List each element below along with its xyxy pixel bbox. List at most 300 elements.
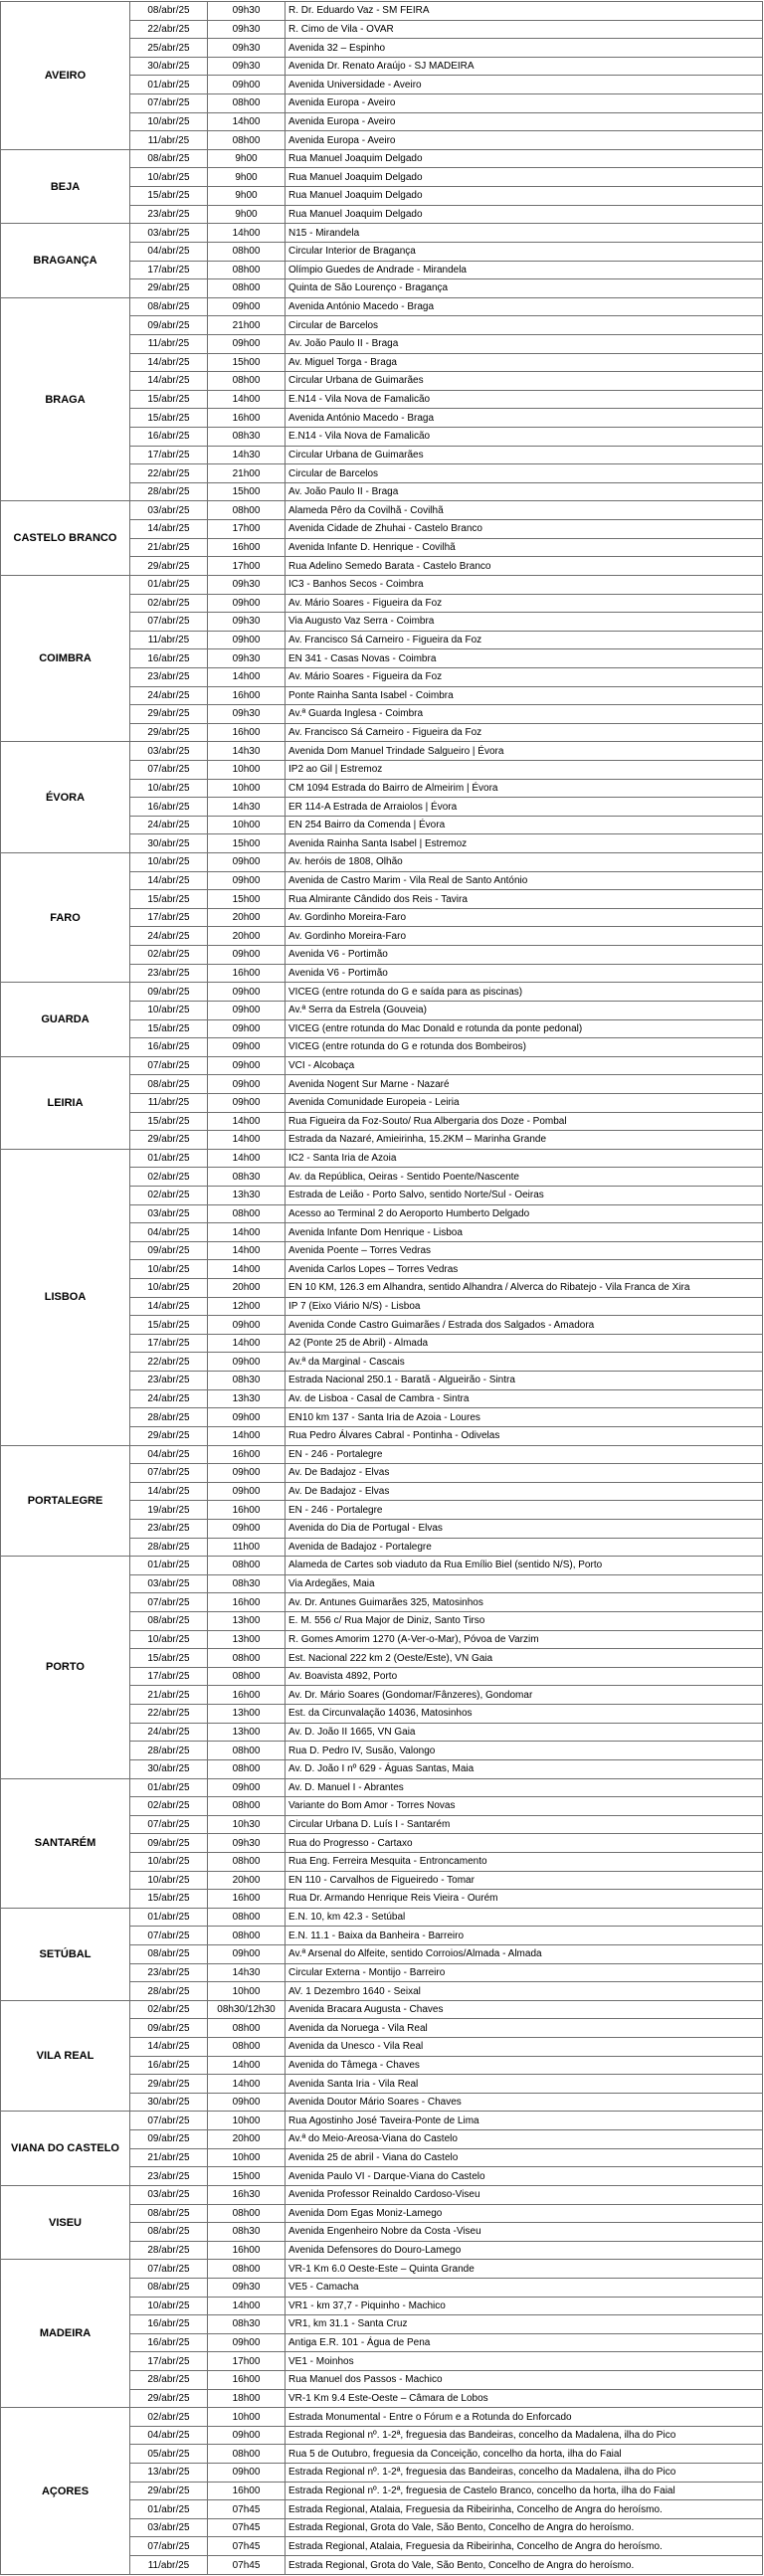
operation-time: 14h00: [208, 2297, 286, 2315]
operation-date: 15/abr/25: [130, 187, 208, 206]
operation-time: 13h30: [208, 1389, 286, 1408]
district-name: VISEU: [1, 2185, 130, 2259]
operation-location: Avenida Doutor Mário Soares - Chaves: [286, 2093, 763, 2112]
operation-date: 29/abr/25: [130, 279, 208, 298]
operation-location: VE5 - Camacha: [286, 2278, 763, 2297]
operation-date: 01/abr/25: [130, 1778, 208, 1797]
operation-location: Estrada Regional, Grota do Vale, São Bento, Concelho de Angra do heroísmo.: [286, 2518, 763, 2537]
operation-location: Av. Dr. Antunes Guimarães 325, Matosinhos: [286, 1593, 763, 1612]
operation-date: 08/abr/25: [130, 2278, 208, 2297]
operation-date: 10/abr/25: [130, 168, 208, 187]
operation-date: 16/abr/25: [130, 428, 208, 447]
operation-time: 09h30: [208, 2, 286, 21]
operation-location: Rua Agostinho José Taveira-Ponte de Lima: [286, 2112, 763, 2130]
operation-date: 01/abr/25: [130, 1908, 208, 1927]
operation-date: 03/abr/25: [130, 1574, 208, 1593]
operation-location: R. Dr. Eduardo Vaz - SM FEIRA: [286, 2, 763, 21]
operation-location: Av. D. Manuel I - Abrantes: [286, 1778, 763, 1797]
operation-date: 17/abr/25: [130, 2352, 208, 2371]
operation-time: 09h00: [208, 1353, 286, 1372]
operation-time: 14h00: [208, 2075, 286, 2094]
district-name: PORTALEGRE: [1, 1445, 130, 1557]
operation-location: IP 7 (Eixo Viário N/S) - Lisboa: [286, 1297, 763, 1316]
operation-time: 08h30: [208, 2223, 286, 2242]
operation-time: 09h00: [208, 946, 286, 965]
operation-date: 16/abr/25: [130, 1038, 208, 1057]
operation-location: N15 - Mirandela: [286, 224, 763, 243]
operation-date: 07/abr/25: [130, 94, 208, 113]
operation-date: 10/abr/25: [130, 1001, 208, 1019]
operation-time: 08h00: [208, 131, 286, 150]
operation-time: 13h00: [208, 1723, 286, 1742]
operation-location: A2 (Ponte 25 de Abril) - Almada: [286, 1334, 763, 1353]
operation-location: IC2 - Santa Iria de Azoia: [286, 1149, 763, 1168]
operation-time: 16h00: [208, 538, 286, 557]
operation-time: 15h00: [208, 482, 286, 501]
operation-date: 01/abr/25: [130, 575, 208, 594]
district-name: AVEIRO: [1, 2, 130, 150]
operation-time: 08h30: [208, 1574, 286, 1593]
operation-time: 08h30: [208, 1168, 286, 1187]
operation-date: 03/abr/25: [130, 742, 208, 761]
operation-location: R. Gomes Amorim 1270 (A-Ver-o-Mar), Póvoa de Varzim: [286, 1630, 763, 1649]
operation-date: 14/abr/25: [130, 1482, 208, 1501]
operation-time: 17h00: [208, 520, 286, 539]
table-row: [1, 742, 763, 761]
operation-time: 16h00: [208, 1890, 286, 1909]
operation-location: Estrada Nacional 250.1 - Baratã - Algueirão - Sintra: [286, 1372, 763, 1390]
operation-date: 28/abr/25: [130, 1982, 208, 2001]
table-row: [1, 2, 763, 21]
operation-date: 30/abr/25: [130, 1759, 208, 1778]
operation-date: 23/abr/25: [130, 667, 208, 686]
operation-date: 02/abr/25: [130, 946, 208, 965]
operation-location: Avenida Paulo VI - Darque-Viana do Castelo: [286, 2167, 763, 2186]
operation-date: 02/abr/25: [130, 1187, 208, 1205]
operation-location: VICEG (entre rotunda do Mac Donald e rotunda da ponte pedonal): [286, 1019, 763, 1038]
operation-location: IP2 ao Gil | Estremoz: [286, 760, 763, 779]
operation-time: 16h30: [208, 2185, 286, 2204]
operation-location: VICEG (entre rotunda do G e rotunda dos Bombeiros): [286, 1038, 763, 1057]
operation-time: 09h30: [208, 613, 286, 632]
operation-time: 14h30: [208, 798, 286, 817]
operation-time: 09h00: [208, 76, 286, 94]
operation-date: 15/abr/25: [130, 409, 208, 428]
operation-date: 09/abr/25: [130, 2019, 208, 2038]
operation-date: 28/abr/25: [130, 1408, 208, 1427]
operation-time: 10h30: [208, 1815, 286, 1834]
operation-date: 02/abr/25: [130, 2000, 208, 2019]
operation-location: Avenida Dom Egas Moniz-Lamego: [286, 2204, 763, 2223]
operation-time: 16h00: [208, 2371, 286, 2390]
table-row: [1, 501, 763, 520]
operation-date: 10/abr/25: [130, 779, 208, 798]
operation-location: Via Ardegães, Maia: [286, 1574, 763, 1593]
schedule-body: [1, 2, 763, 2575]
operation-date: 14/abr/25: [130, 871, 208, 890]
operation-location: Av. D. João I nº 629 - Águas Santas, Maia: [286, 1759, 763, 1778]
operation-location: E.N. 10, km 42.3 - Setúbal: [286, 1908, 763, 1927]
operation-date: 24/abr/25: [130, 816, 208, 834]
operation-date: 16/abr/25: [130, 2056, 208, 2075]
operation-location: Avenida Europa - Aveiro: [286, 94, 763, 113]
operation-location: Estrada Regional nº. 1-2ª, freguesia das Bandeiras, concelho da Madalena, ilha do Pico: [286, 2426, 763, 2445]
operation-time: 09h00: [208, 871, 286, 890]
table-row: [1, 1908, 763, 1927]
operation-date: 15/abr/25: [130, 1649, 208, 1668]
operation-location: Circular Urbana de Guimarães: [286, 372, 763, 391]
operation-location: Estrada Regional, Atalaia, Freguesia da Ribeirinha, Concelho de Angra do heroísmo.: [286, 2537, 763, 2556]
operation-time: 08h00: [208, 1908, 286, 1927]
operation-date: 08/abr/25: [130, 1612, 208, 1631]
operation-location: Avenida da Noruega - Vila Real: [286, 2019, 763, 2038]
operation-time: 14h00: [208, 390, 286, 409]
operation-location: Avenida Europa - Aveiro: [286, 131, 763, 150]
operation-date: 10/abr/25: [130, 1871, 208, 1890]
operation-time: 10h00: [208, 2148, 286, 2167]
operation-location: Rua Dr. Armando Henrique Reis Vieira - Ourém: [286, 1890, 763, 1909]
operation-time: 10h00: [208, 2408, 286, 2427]
operation-date: 07/abr/25: [130, 2260, 208, 2279]
operation-date: 04/abr/25: [130, 1445, 208, 1464]
operation-location: Av.ª Serra da Estrela (Gouveia): [286, 1001, 763, 1019]
table-row: [1, 1445, 763, 1464]
operation-time: 13h00: [208, 1612, 286, 1631]
operation-location: Avenida Professor Reinaldo Cardoso-Viseu: [286, 2185, 763, 2204]
operation-time: 14h00: [208, 1260, 286, 1279]
operation-time: 08h00: [208, 242, 286, 261]
district-name: BRAGA: [1, 297, 130, 501]
operation-time: 10h00: [208, 816, 286, 834]
operation-time: 08h00: [208, 1742, 286, 1760]
operation-location: Avenida Comunidade Europeia - Leiria: [286, 1093, 763, 1112]
operation-location: E.N14 - Vila Nova de Famalicão: [286, 428, 763, 447]
operation-time: 09h00: [208, 631, 286, 649]
operation-date: 23/abr/25: [130, 1372, 208, 1390]
operation-time: 16h00: [208, 1593, 286, 1612]
operation-date: 22/abr/25: [130, 1705, 208, 1724]
operation-location: Rua Figueira da Foz-Souto/ Rua Albergaria dos Doze - Pombal: [286, 1112, 763, 1131]
operation-time: 07h45: [208, 2518, 286, 2537]
operation-time: 09h00: [208, 1056, 286, 1075]
operation-time: 16h00: [208, 964, 286, 983]
operation-date: 24/abr/25: [130, 686, 208, 705]
operation-date: 16/abr/25: [130, 798, 208, 817]
operation-location: Avenida Poente – Torres Vedras: [286, 1241, 763, 1260]
operation-time: 09h00: [208, 1316, 286, 1335]
operation-date: 03/abr/25: [130, 1204, 208, 1223]
operation-time: 16h00: [208, 409, 286, 428]
operation-time: 08h00: [208, 2019, 286, 2038]
operation-date: 02/abr/25: [130, 2408, 208, 2427]
operation-time: 08h30: [208, 1372, 286, 1390]
operation-time: 09h00: [208, 1019, 286, 1038]
operation-time: 07h45: [208, 2537, 286, 2556]
operation-date: 13/abr/25: [130, 2464, 208, 2483]
operation-date: 23/abr/25: [130, 205, 208, 224]
operation-date: 08/abr/25: [130, 2223, 208, 2242]
district-name: ÉVORA: [1, 742, 130, 853]
operation-date: 14/abr/25: [130, 372, 208, 391]
operation-date: 03/abr/25: [130, 501, 208, 520]
operation-location: Estrada de Leião - Porto Salvo, sentido Norte/Sul - Oeiras: [286, 1187, 763, 1205]
operation-time: 14h00: [208, 1223, 286, 1242]
operation-time: 14h30: [208, 1963, 286, 1982]
operation-date: 29/abr/25: [130, 557, 208, 576]
operation-time: 9h00: [208, 187, 286, 206]
operation-location: Avenida Defensores do Douro-Lamego: [286, 2241, 763, 2260]
operation-time: 21h00: [208, 464, 286, 483]
operation-location: Olímpio Guedes de Andrade - Mirandela: [286, 261, 763, 279]
operation-date: 16/abr/25: [130, 2315, 208, 2334]
operation-time: 16h00: [208, 1501, 286, 1520]
operation-time: 09h00: [208, 983, 286, 1002]
operation-location: Avenida 25 de abril - Viana do Castelo: [286, 2148, 763, 2167]
operation-time: 08h00: [208, 1852, 286, 1871]
operation-location: Av. Gordinho Moreira-Faro: [286, 927, 763, 946]
operation-location: Est. da Circunvalação 14036, Matosinhos: [286, 1705, 763, 1724]
operation-location: Av. Gordinho Moreira-Faro: [286, 908, 763, 927]
operation-date: 22/abr/25: [130, 1353, 208, 1372]
operation-location: AV. 1 Dezembro 1640 - Seixal: [286, 1982, 763, 2001]
operation-time: 08h00: [208, 94, 286, 113]
operation-time: 14h00: [208, 1149, 286, 1168]
district-name: VIANA DO CASTELO: [1, 2112, 130, 2185]
operation-time: 17h00: [208, 557, 286, 576]
operation-time: 08h30/12h30: [208, 2000, 286, 2019]
operation-date: 07/abr/25: [130, 1464, 208, 1483]
operation-location: Av.ª do Meio-Areosa-Viana do Castelo: [286, 2130, 763, 2149]
operation-date: 17/abr/25: [130, 261, 208, 279]
operation-date: 02/abr/25: [130, 1168, 208, 1187]
operation-date: 09/abr/25: [130, 1241, 208, 1260]
operation-date: 29/abr/25: [130, 705, 208, 724]
operation-date: 07/abr/25: [130, 1593, 208, 1612]
table-row: [1, 149, 763, 168]
table-row: [1, 2112, 763, 2130]
operation-location: Acesso ao Terminal 2 do Aeroporto Humberto Delgado: [286, 1204, 763, 1223]
operation-time: 20h00: [208, 1871, 286, 1890]
operation-location: Avenida Cidade de Zhuhai - Castelo Branco: [286, 520, 763, 539]
operation-location: E.N. 11.1 - Baixa da Banheira - Barreiro: [286, 1927, 763, 1945]
operation-location: Av. da República, Oeiras - Sentido Poente/Nascente: [286, 1168, 763, 1187]
operation-date: 09/abr/25: [130, 316, 208, 335]
operation-date: 15/abr/25: [130, 1112, 208, 1131]
operation-date: 16/abr/25: [130, 649, 208, 668]
operation-time: 08h00: [208, 1759, 286, 1778]
operation-location: Estrada da Nazaré, Amieirinha, 15.2KM – Marinha Grande: [286, 1131, 763, 1150]
district-name: MADEIRA: [1, 2260, 130, 2408]
operation-location: Quinta de São Lourenço - Bragança: [286, 279, 763, 298]
operation-date: 29/abr/25: [130, 723, 208, 742]
operation-location: VICEG (entre rotunda do G e saída para as piscinas): [286, 983, 763, 1002]
operation-location: Av. de Lisboa - Casal de Cambra - Sintra: [286, 1389, 763, 1408]
operation-time: 09h00: [208, 1944, 286, 1963]
operation-date: 21/abr/25: [130, 1686, 208, 1705]
operation-location: IC3 - Banhos Secos - Coimbra: [286, 575, 763, 594]
operation-date: 16/abr/25: [130, 2333, 208, 2352]
district-name: LEIRIA: [1, 1056, 130, 1149]
operation-time: 10h00: [208, 1982, 286, 2001]
operation-location: Av. De Badajoz - Elvas: [286, 1464, 763, 1483]
operation-location: Av. heróis de 1808, Olhão: [286, 853, 763, 872]
operation-time: 09h00: [208, 1001, 286, 1019]
operation-location: Av. Francisco Sá Carneiro - Figueira da Foz: [286, 631, 763, 649]
operation-date: 14/abr/25: [130, 1297, 208, 1316]
operation-location: Avenida Rainha Santa Isabel | Estremoz: [286, 834, 763, 853]
operation-date: 29/abr/25: [130, 2482, 208, 2500]
operation-location: Rua Manuel Joaquim Delgado: [286, 187, 763, 206]
operation-location: EN - 246 - Portalegre: [286, 1501, 763, 1520]
operation-date: 01/abr/25: [130, 1149, 208, 1168]
operation-date: 07/abr/25: [130, 613, 208, 632]
operation-date: 23/abr/25: [130, 1519, 208, 1538]
operation-date: 14/abr/25: [130, 520, 208, 539]
operation-location: Alameda de Cartes sob viaduto da Rua Emílio Biel (sentido N/S), Porto: [286, 1557, 763, 1575]
operation-location: Via Augusto Vaz Serra - Coimbra: [286, 613, 763, 632]
operation-date: 10/abr/25: [130, 1852, 208, 1871]
operation-date: 21/abr/25: [130, 538, 208, 557]
table-row: [1, 2260, 763, 2279]
operation-time: 09h00: [208, 334, 286, 353]
operation-date: 08/abr/25: [130, 1075, 208, 1094]
operation-time: 08h00: [208, 1204, 286, 1223]
district-name: VILA REAL: [1, 2000, 130, 2112]
operation-location: Av.ª Guarda Inglesa - Coimbra: [286, 705, 763, 724]
operation-location: Circular Interior de Bragança: [286, 242, 763, 261]
operation-location: VR-1 Km 6.0 Oeste-Este – Quinta Grande: [286, 2260, 763, 2279]
district-name: BRAGANÇA: [1, 224, 130, 297]
operation-location: Est. Nacional 222 km 2 (Oeste/Este), VN Gaia: [286, 1649, 763, 1668]
operation-time: 10h00: [208, 760, 286, 779]
operation-date: 03/abr/25: [130, 2518, 208, 2537]
operation-date: 15/abr/25: [130, 1019, 208, 1038]
operation-date: 23/abr/25: [130, 2167, 208, 2186]
operation-time: 09h30: [208, 20, 286, 39]
operation-location: Avenida Bracara Augusta - Chaves: [286, 2000, 763, 2019]
operation-date: 11/abr/25: [130, 131, 208, 150]
operation-time: 07h45: [208, 2556, 286, 2575]
operation-time: 09h00: [208, 1408, 286, 1427]
operation-location: Circular Urbana D. Luís I - Santarém: [286, 1815, 763, 1834]
operation-location: ER 114-A Estrada de Arraiolos | Évora: [286, 798, 763, 817]
operation-location: Avenida Conde Castro Guimarães / Estrada dos Salgados - Amadora: [286, 1316, 763, 1335]
operation-location: Avenida V6 - Portimão: [286, 964, 763, 983]
operation-location: Avenida Carlos Lopes – Torres Vedras: [286, 1260, 763, 1279]
operation-location: R. Cimo de Vila - OVAR: [286, 20, 763, 39]
operation-location: EN 10 KM, 126.3 em Alhandra, sentido Alhandra / Alverca do Ribatejo - Vila Franca de Xira: [286, 1279, 763, 1298]
operation-location: Avenida Dr. Renato Araújo - SJ MADEIRA: [286, 57, 763, 76]
table-row: [1, 1557, 763, 1575]
operation-time: 14h00: [208, 112, 286, 131]
table-row: [1, 224, 763, 243]
operation-time: 09h30: [208, 1834, 286, 1853]
operation-date: 14/abr/25: [130, 2038, 208, 2057]
operation-date: 28/abr/25: [130, 1538, 208, 1557]
operation-time: 21h00: [208, 316, 286, 335]
operation-time: 20h00: [208, 927, 286, 946]
operation-time: 16h00: [208, 1445, 286, 1464]
operation-date: 10/abr/25: [130, 853, 208, 872]
operation-location: Rua 5 de Outubro, freguesia da Conceição, concelho da horta, ilha do Faial: [286, 2445, 763, 2464]
operation-time: 16h00: [208, 2241, 286, 2260]
operation-location: Av. D. João II 1665, VN Gaia: [286, 1723, 763, 1742]
operation-date: 10/abr/25: [130, 1630, 208, 1649]
operation-location: EN - 246 - Portalegre: [286, 1445, 763, 1464]
operation-time: 20h00: [208, 908, 286, 927]
operation-time: 09h00: [208, 2093, 286, 2112]
operation-date: 30/abr/25: [130, 57, 208, 76]
operation-time: 15h00: [208, 890, 286, 909]
operation-date: 24/abr/25: [130, 1723, 208, 1742]
operation-location: Av. João Paulo II - Braga: [286, 334, 763, 353]
operation-location: Avenida Universidade - Aveiro: [286, 76, 763, 94]
operation-time: 16h00: [208, 686, 286, 705]
operation-date: 08/abr/25: [130, 149, 208, 168]
operation-location: Av. João Paulo II - Braga: [286, 482, 763, 501]
operation-location: CM 1094 Estrada do Bairro de Almeirim | Évora: [286, 779, 763, 798]
table-row: [1, 853, 763, 872]
operation-date: 15/abr/25: [130, 890, 208, 909]
operation-date: 08/abr/25: [130, 1944, 208, 1963]
operation-time: 14h00: [208, 1241, 286, 1260]
operation-location: Av. Mário Soares - Figueira da Foz: [286, 594, 763, 613]
operation-location: VE1 - Moinhos: [286, 2352, 763, 2371]
operation-time: 09h00: [208, 1519, 286, 1538]
operation-date: 11/abr/25: [130, 2556, 208, 2575]
operation-location: Rua Pedro Álvares Cabral - Pontinha - Odivelas: [286, 1426, 763, 1445]
operation-time: 09h00: [208, 1482, 286, 1501]
operation-location: Estrada Regional, Grota do Vale, São Bento, Concelho de Angra do heroísmo.: [286, 2556, 763, 2575]
operation-date: 07/abr/25: [130, 2112, 208, 2130]
operation-location: Avenida 32 – Espinho: [286, 39, 763, 58]
operation-date: 09/abr/25: [130, 2130, 208, 2149]
operation-location: Av. Miguel Torga - Braga: [286, 353, 763, 372]
operation-time: 20h00: [208, 2130, 286, 2149]
operation-date: 10/abr/25: [130, 1260, 208, 1279]
operation-time: 14h00: [208, 224, 286, 243]
operation-time: 13h00: [208, 1630, 286, 1649]
operation-time: 12h00: [208, 1297, 286, 1316]
operation-date: 25/abr/25: [130, 39, 208, 58]
operation-date: 28/abr/25: [130, 2241, 208, 2260]
operation-location: Antiga E.R. 101 - Água de Pena: [286, 2333, 763, 2352]
operation-time: 18h00: [208, 2389, 286, 2408]
operation-time: 14h00: [208, 1112, 286, 1131]
operation-time: 9h00: [208, 149, 286, 168]
operation-location: VR1 - km 37,7 - Piquinho - Machico: [286, 2297, 763, 2315]
operation-date: 17/abr/25: [130, 1667, 208, 1686]
operation-location: Avenida Infante Dom Henrique - Lisboa: [286, 1223, 763, 1242]
table-row: [1, 575, 763, 594]
operation-location: Av. Mário Soares - Figueira da Foz: [286, 667, 763, 686]
operation-time: 09h00: [208, 2333, 286, 2352]
operation-time: 16h00: [208, 1686, 286, 1705]
district-name: GUARDA: [1, 983, 130, 1056]
operation-date: 30/abr/25: [130, 2093, 208, 2112]
operation-time: 09h00: [208, 1075, 286, 1094]
operation-date: 29/abr/25: [130, 2389, 208, 2408]
operation-location: Estrada Regional nº. 1-2ª, freguesia de Castelo Branco, concelho da horta, ilha do Faial: [286, 2482, 763, 2500]
operation-time: 09h00: [208, 1464, 286, 1483]
table-row: [1, 297, 763, 316]
district-name: AÇORES: [1, 2408, 130, 2575]
operation-location: Avenida António Macedo - Braga: [286, 409, 763, 428]
operation-location: Rua do Progresso - Cartaxo: [286, 1834, 763, 1853]
operation-time: 09h00: [208, 297, 286, 316]
operation-location: Avenida António Macedo - Braga: [286, 297, 763, 316]
operation-date: 08/abr/25: [130, 2204, 208, 2223]
